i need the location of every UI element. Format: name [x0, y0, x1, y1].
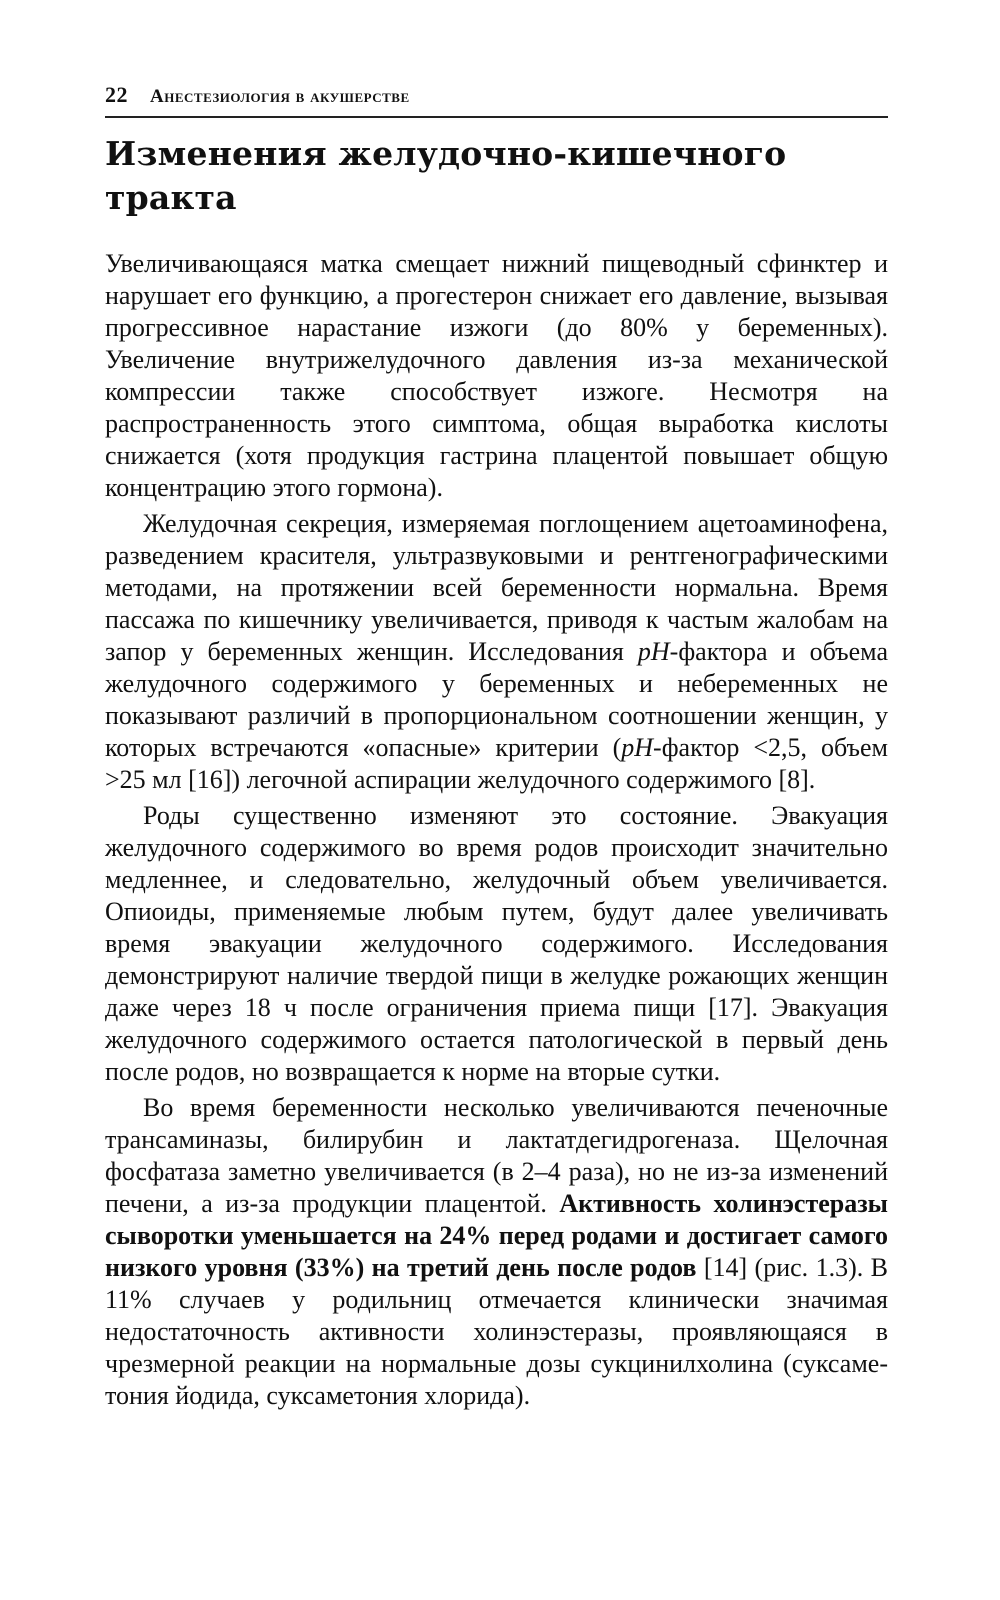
running-title: Анестезиология в акушерстве [150, 86, 410, 107]
paragraph-2 [105, 508, 888, 796]
paragraph-1: Увеличивающаяся матка смещает нижний пищеводный сфинктер и нарушает его функцию, а прогестерон снижает его давление, вызывая прогрессивное нарастание изжоги (до 80% у беременных). Увеличение внутрижелудочного давления из-за механической компрессии также способствует изжоге. Несмотря на распространенность этого симптома, общая выработка кислоты снижается (хотя продукция гастрина плацентой повышает общую концентрацию этого гормона). [105, 249, 888, 502]
ph-term: pH [637, 637, 670, 666]
book-page [105, 82, 888, 1412]
paragraph-4-part-a: Во время беременности несколько увеличиваются печеночные трансаминазы, билирубин и лактатдегидрогеназа. Щелочная фосфатаза заметно увеличивается (в 2–4 раза), но не из-за изменений печени, а из-за продукции плацентой. [105, 1093, 888, 1218]
paragraph-2-part-a: Желудочная секреция, измеряемая поглощением ацетоаминофена, разведением красителя, ультразвуковыми и рентгенографическими методами, на протяжении всей беременности нормальна. Время пассажа по кишечнику увеличивается, приводя к частым жалобам на запор у беременных женщин. Исследования [105, 509, 888, 666]
paragraph-4-bold-statement: Активность холинэстеразы сыворотки уменьшается на 24% перед родами и достигает самого низкого уровня (33%) на третий день после родов [105, 1189, 888, 1282]
paragraph-4-part-b: [14] (рис. 1.3). В 11% случаев у родильниц отмечается клинически значимая недостаточность активности холинэстеразы, проявляющаяся в чрезмерной реакции на нормальные дозы сукцинилхолина (суксаметония йодида, суксаметония хлорида). [105, 1253, 888, 1410]
section-title: Изменения желудочно-кишечного тракта [105, 134, 787, 217]
paragraph-2-part-b: -фактора и объема желудочного содержимого у беременных и небеременных не показывают различий в пропорциональном соотношении женщин, у которых встречаются «опасные» критерии ( [105, 637, 888, 762]
ph-term: pH [621, 733, 654, 762]
paragraph-3: Роды существенно изменяют это состояние. Эвакуация желудочного содержимого во время родов происходит значительно медленнее, и следовательно, желудочный объем увеличивается. Опиоиды, применяемые любым путем, будут далее увеличивать время эвакуации желудочного содержимого. Исследования демонстрируют наличие твердой пищи в желудке рожающих женщин даже через 18 ч после ограничения приема пищи [17]. Эвакуация желудочного содержимого остается патологической в первый день после родов, но возвращается к норме на вторые сутки. [105, 801, 888, 1086]
body-text [105, 248, 888, 1412]
paragraph-2-part-c: -фактор <2,5, объем >25 мл [16]) легочной аспирации желудочного содержимого [8]. [105, 733, 888, 794]
page-number: 22 [105, 82, 128, 107]
running-header [105, 82, 888, 118]
paragraph-4 [105, 1092, 888, 1412]
